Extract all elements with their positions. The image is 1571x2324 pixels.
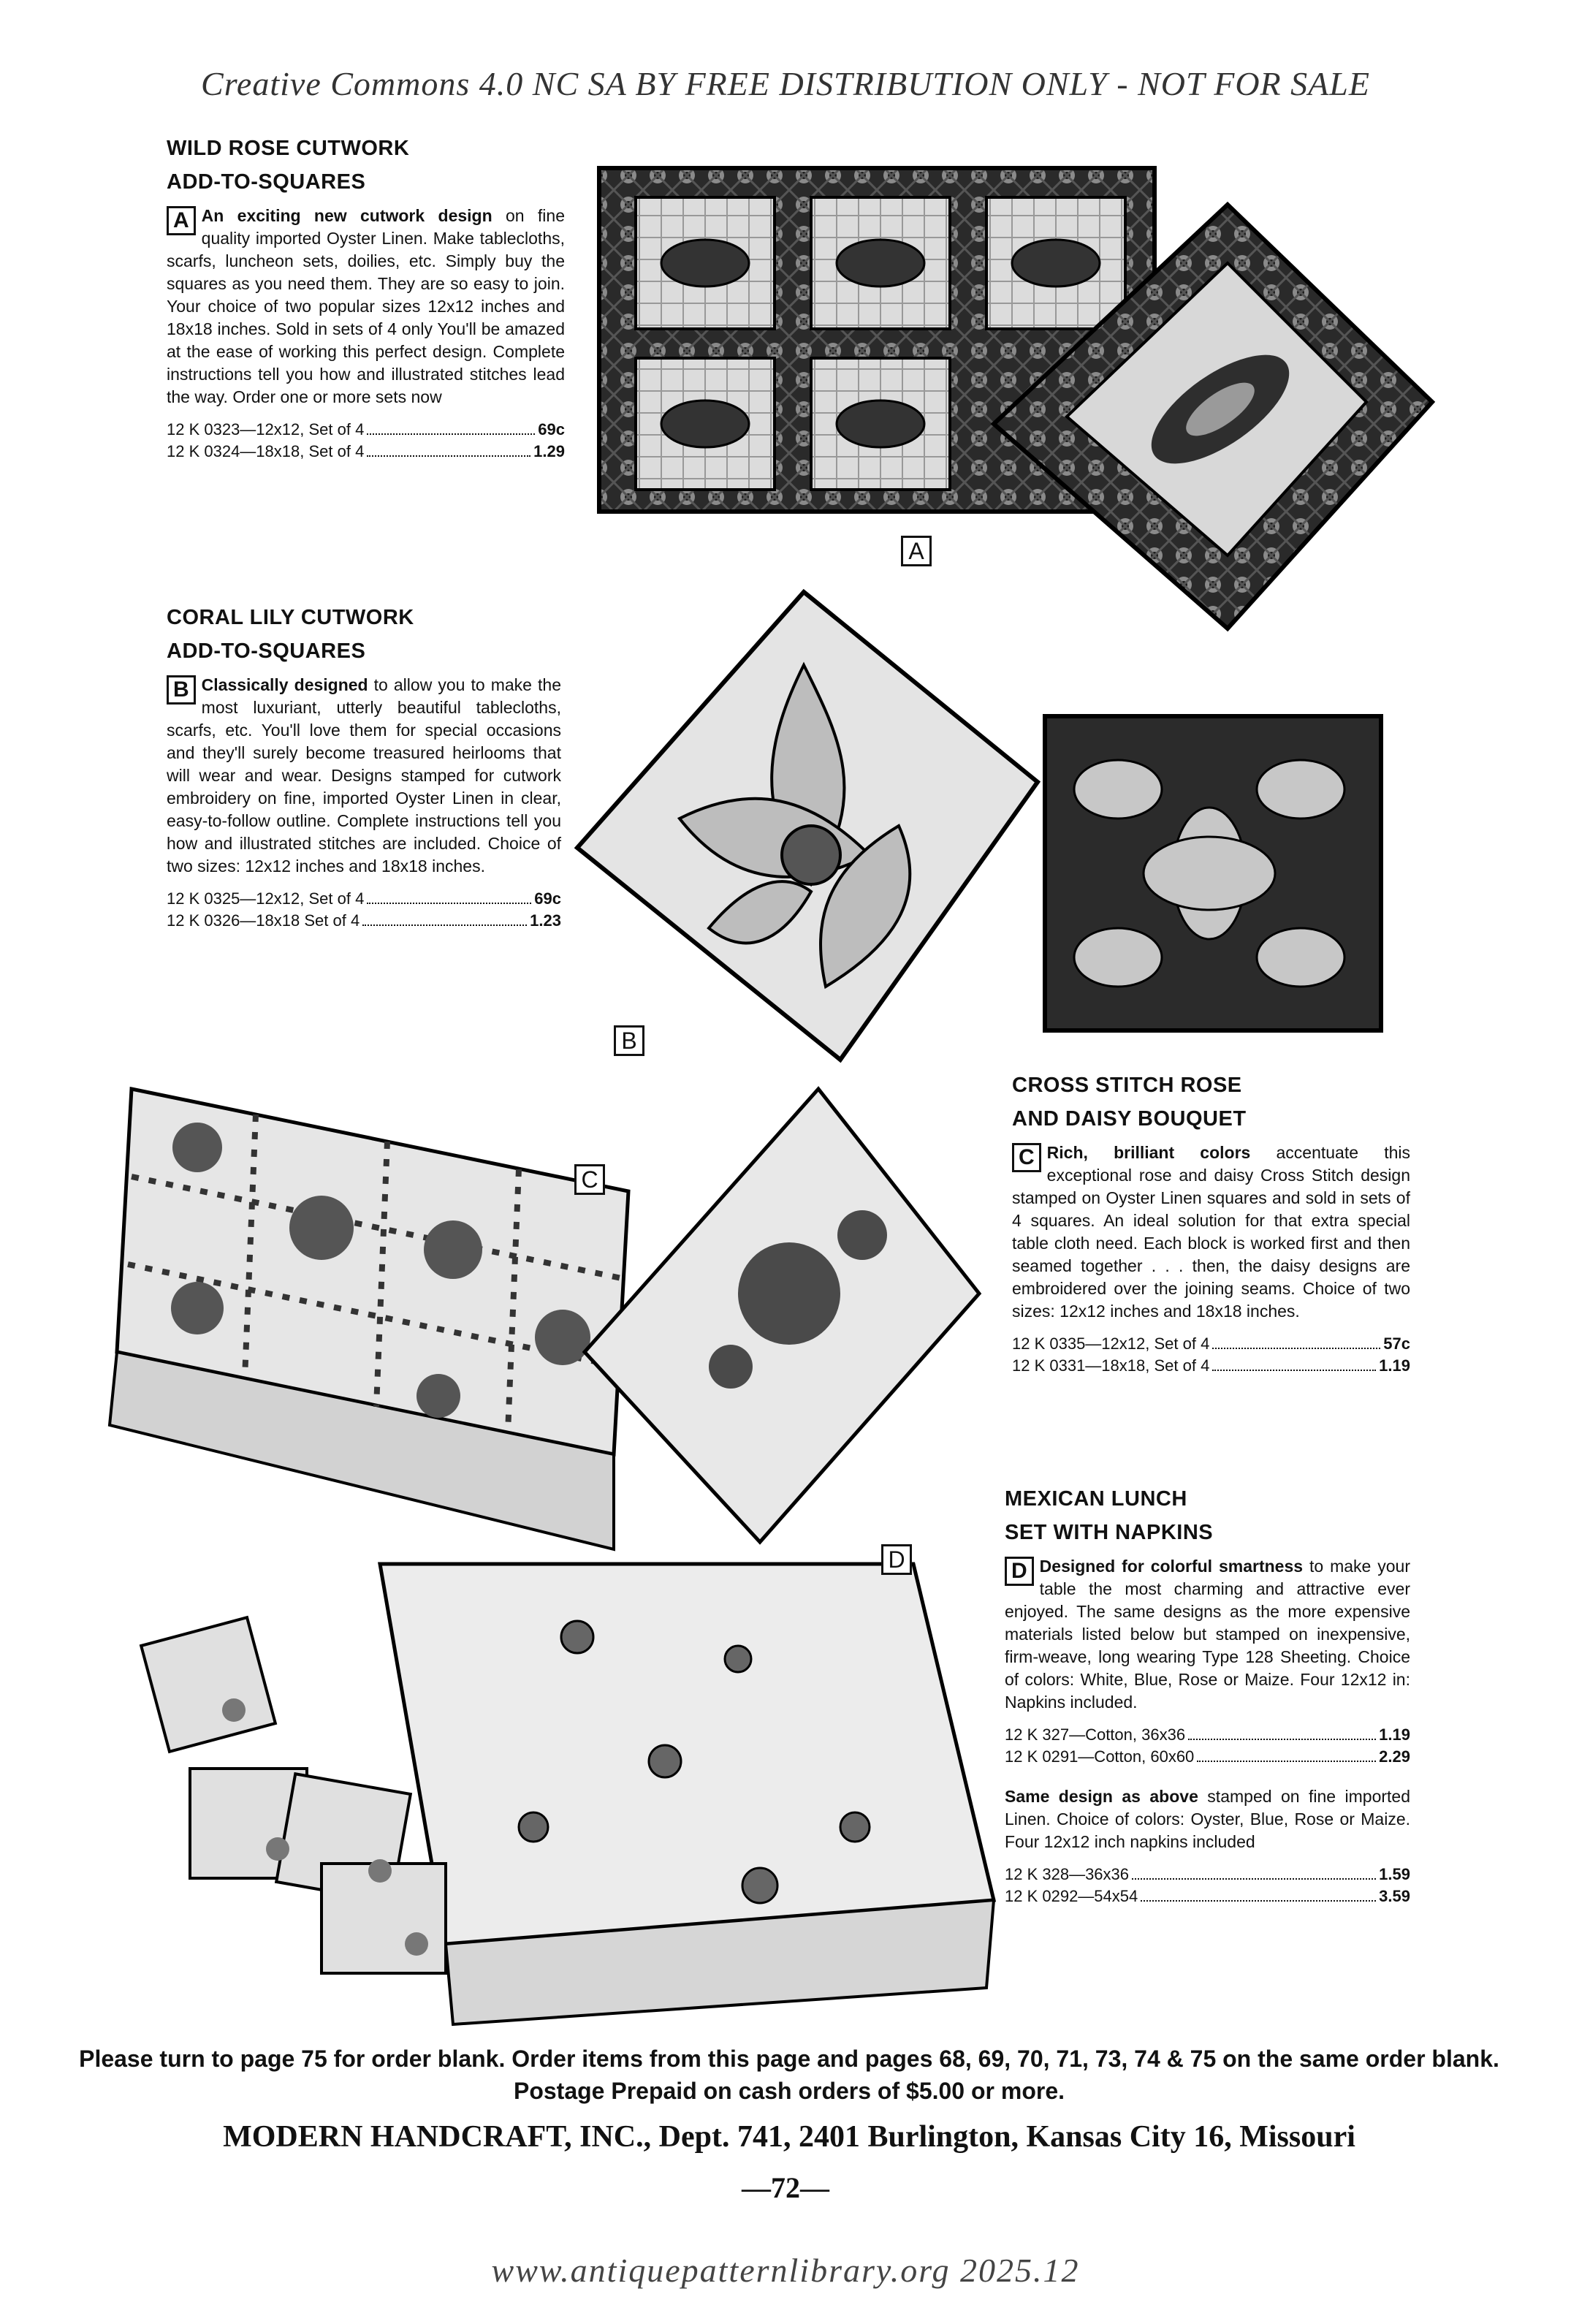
item-d-description <box>1005 1555 1410 1714</box>
price-row <box>1005 1886 1410 1907</box>
item-a-description <box>167 205 565 409</box>
price-row <box>1012 1333 1410 1355</box>
price-row <box>167 888 561 910</box>
item-d-title-2: SET WITH NAPKINS <box>1005 1521 1214 1544</box>
item-d-title-1: MEXICAN LUNCH <box>1005 1487 1187 1511</box>
price-desc: 12 K 327—Cotton, 36x36 <box>1005 1725 1186 1744</box>
page-number: —72— <box>742 2171 829 2204</box>
item-a-body: on fine quality imported Oyster Linen. Make tablecloths, scarfs, luncheon sets, doilies, etc. Simply buy the squares as you need them. They are so easy to join. Your choice of two popular sizes 12x12 inches and 18x18 inches. Sold in sets of 4 only You'll be amazed at the ease of working this perfect design. Complete instructions tell you how and illustrated stitches lead the way. Order one or more sets now <box>167 206 565 406</box>
item-d-prices <box>1005 1724 1410 1768</box>
price-desc: 12 K 0324—18x18, Set of 4 <box>167 442 365 460</box>
item-c-lead: Rich, brilliant colors <box>1046 1143 1251 1162</box>
leader-dots <box>362 910 527 926</box>
item-b-lead: Classically designed <box>201 675 368 694</box>
leader-dots <box>367 888 531 904</box>
item-c-title-1: CROSS STITCH ROSE <box>1012 1074 1242 1097</box>
price-amount: 1.29 <box>533 442 565 460</box>
price-row <box>1012 1355 1410 1377</box>
price-desc: 12 K 0291—Cotton, 60x60 <box>1005 1747 1195 1766</box>
leader-dots <box>1132 1864 1376 1880</box>
leader-dots <box>1212 1355 1376 1371</box>
price-amount: 57c <box>1383 1334 1410 1353</box>
item-d-letter: D <box>1005 1557 1034 1586</box>
item-b-title-2: ADD-TO-SQUARES <box>167 639 366 663</box>
item-d-linen-description <box>1005 1785 1410 1853</box>
item-a-wild-rose <box>167 132 565 463</box>
price-row <box>167 419 565 441</box>
price-amount: 1.59 <box>1379 1865 1410 1883</box>
copyright-banner: Creative Commons 4.0 NC SA BY FREE DISTRIBUTION ONLY - NOT FOR SALE <box>201 65 1370 102</box>
price-amount: 3.59 <box>1379 1887 1410 1905</box>
leader-dots <box>1197 1746 1376 1762</box>
price-amount: 1.19 <box>1379 1356 1410 1375</box>
price-desc: 12 K 0326—18x18 Set of 4 <box>167 911 360 930</box>
price-row <box>167 910 561 932</box>
item-b-prices <box>167 888 561 932</box>
illustration-b-coral-lily-squares <box>563 577 1439 1074</box>
item-c-title-2: AND DAISY BOUQUET <box>1012 1107 1247 1131</box>
item-d-lead: Designed for colorful smartness <box>1039 1557 1304 1576</box>
item-d-body: to make your table the most charming and attractive ever enjoyed. The same designs as the more expensive materials listed below but stamped on inexpensive, firm-weave, long wearing Type 128 Sheeting. Choice of colors: White, Blue, Rose or Maize. Four 12x12 in: Napkins included. <box>1005 1557 1411 1712</box>
price-row <box>1005 1724 1410 1746</box>
item-a-lead: An exciting new cutwork design <box>201 206 492 225</box>
item-b-coral-lily <box>167 601 561 932</box>
price-row <box>1005 1746 1410 1768</box>
item-c-prices <box>1012 1333 1410 1377</box>
price-amount: 69c <box>534 889 561 908</box>
tag-b: B <box>614 1025 644 1056</box>
price-desc: 12 K 0335—12x12, Set of 4 <box>1012 1334 1210 1353</box>
leader-dots <box>367 441 530 457</box>
price-desc: 12 K 328—36x36 <box>1005 1865 1130 1883</box>
item-a-prices <box>167 419 565 463</box>
price-amount: 1.23 <box>530 911 561 930</box>
leader-dots <box>1188 1724 1376 1740</box>
price-row <box>1005 1864 1410 1886</box>
item-b-letter: B <box>167 675 196 705</box>
tag-d: D <box>881 1544 912 1575</box>
item-a-title-2: ADD-TO-SQUARES <box>167 170 366 194</box>
item-b-title-1: CORAL LILY CUTWORK <box>167 606 414 629</box>
item-c-cross-stitch <box>1012 1068 1410 1377</box>
leader-dots <box>1141 1886 1376 1902</box>
illustration-c-cross-stitch-cloth <box>88 1074 986 1586</box>
tag-a: A <box>901 536 932 566</box>
price-amount: 2.29 <box>1379 1747 1410 1766</box>
price-amount: 1.19 <box>1379 1725 1410 1744</box>
item-d-sub-lead: Same design as above <box>1005 1787 1198 1806</box>
source-url: www.antiquepatternlibrary.org 2025.12 <box>491 2252 1080 2289</box>
leader-dots <box>1212 1333 1380 1349</box>
order-note: Please turn to page 75 for order blank. Order items from this page and pages 68, 69, 70, 71, 73, 74 & 75 on the same order blank. Postage Prepaid on cash orders of $5.00 or more. <box>79 2046 1499 2104</box>
item-a-title-1: WILD ROSE CUTWORK <box>167 137 410 160</box>
leader-dots <box>367 419 535 435</box>
item-c-body: accentuate this exceptional rose and daisy Cross Stitch design stamped on Oyster Linen squares and sold in sets of 4 squares. An ideal solution for that extra special table cloth need. Each block is worked first and then seamed together . . . then, the daisy designs are embroidered over the joining seams. Choice of two sizes: 12x12 inches and 18x18 inches. <box>1012 1143 1410 1321</box>
price-amount: 69c <box>538 420 565 438</box>
price-desc: 12 K 0325—12x12, Set of 4 <box>167 889 365 908</box>
company-address: MODERN HANDCRAFT, INC., Dept. 741, 2401 Burlington, Kansas City 16, Missouri <box>223 2120 1355 2154</box>
price-row <box>167 441 565 463</box>
item-d-mexican-lunch <box>1005 1482 1410 1907</box>
item-d-sub-body: stamped on fine imported Linen. Choice of colors: Oyster, Blue, Rose or Maize. Four 12x12 inch napkins included <box>1005 1787 1410 1851</box>
price-desc: 12 K 0292—54x54 <box>1005 1887 1138 1905</box>
item-b-body: to allow you to make the most luxuriant, utterly beautiful tablecloths, scarfs, etc. You'll love them for special occasions and they'll surely become treasured heirlooms that will wear and wear. Designs stamped for cutwork embroidery on fine, imported Oyster Linen in clear, easy-to-follow outline. Complete instructions tell you how and illustrated stitches are included. Choice of two sizes: 12x12 inches and 18x18 inches. <box>167 675 561 876</box>
item-c-description <box>1012 1142 1410 1323</box>
item-a-letter: A <box>167 206 196 235</box>
tag-c: C <box>574 1164 605 1195</box>
item-d-linen-prices <box>1005 1864 1410 1907</box>
illustration-d-mexican-lunch-set <box>139 1520 1001 2032</box>
item-c-letter: C <box>1012 1143 1041 1172</box>
item-b-description <box>167 674 561 878</box>
price-desc: 12 K 0323—12x12, Set of 4 <box>167 420 365 438</box>
price-desc: 12 K 0331—18x18, Set of 4 <box>1012 1356 1210 1375</box>
